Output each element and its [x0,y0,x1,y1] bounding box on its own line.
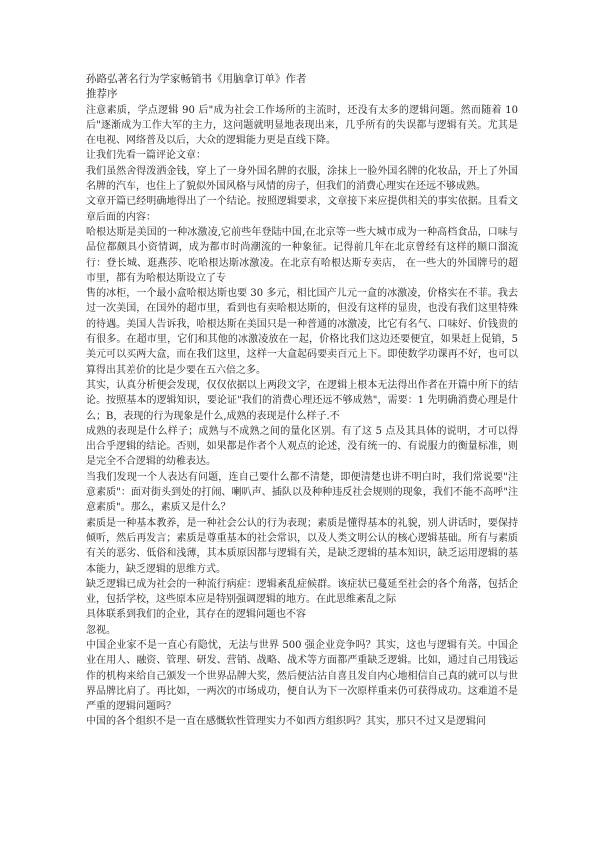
paragraph-13: 忽视。 [86,624,116,636]
paragraph-14: 中国企业家不是一直心有隐忧，无法与世界 500 强企业竞争吗？其实，这也与逻辑有关。中国企业在用人、融资、管理、研发、营销、战略、战术等方面都严重缺乏逻辑。比如，通过自己用钱运作的机构来给自己颁发一个世界品牌大奖，然后便沾沾自喜且发自内心地相信自己真的就可以与世界品牌比肩了。再比如，一两次的市场成功，便自认为下一次原样重来仍可获得成功。这难道不是严重的逻辑问题吗？ [86,639,518,713]
paragraph-12: 具体联系到我们的企业，其存在的逻辑问题也不容 [86,609,306,621]
document-page [86,72,518,832]
paragraph-2: 让我们先看一篇评论文章： [86,150,206,162]
paragraph-5: 哈根达斯是美国的一种冰激凌,它前些年登陆中国,在北京等一些大城市成为一种高档食品，口味与品位都颇具小资情调，成为都市时尚潮流的一种象征。记得前几年在北京曾经有这样的顺口溜流行：登长城、逛燕莎、吃哈根达斯冰激凌。在北京有哈根达斯专卖店， 在一些大的外国牌号的超市里，都有为哈根达斯设立了专 [86,226,518,284]
paragraph-6: 售的冰柜，一个最小盒哈根达斯也要 30 多元，相比国产儿元一盒的冰激凌，价格实在不菲。我去过一次美国，在国外的超市里，看到也有卖哈根达斯的，但没有这样的显贵，也没有我们这里特殊的待遇。美国人告诉我，哈根达斯在美国只是一种普通的冰激凌，比它有名气、口味好、价钱贵的有很多。在超市里，它们和其他的冰激凌放在一起，价格比我们这边还要便宜，如果赶上促销，5 美元可以买两大盒，而在我们这里，这样一大盒起码要卖百元上下。即使数学功课再不好，也可以算得出其差价的比是少要在五六倍之多。 [86,288,518,376]
paragraph-9: 当我们发现一个人表达有问题，连自己要什么都不清楚，即便清楚也讲不明白时，我们常说要"注意素质"：面对街头到处的打闹、喇叭声、插队以及种种违反社会规则的现象，我们不能不高呼"注意素质"。那么，素质又是什么？ [86,471,518,514]
paragraph-11: 缺乏逻辑已成为社会的一种流行病症：逻辑紊乱症候群。该症状已蔓延至社会的各个角落，包括企业，包括学校，这些原本应是特别强调逻辑的地方。在此思维紊乱之际 [86,578,518,606]
paragraph-7: 其实，认真分析便会发现，仅仅依据以上两段文字，在逻辑上根本无法得出作者在开篇中所下的结论。按照基本的逻辑知识，要论证"我们的消费心理还远不够成熟"，需要：1 先明确消费心理是什么；B，表现的行为现象是什么,成熟的表现是什么样子.不 [86,379,518,422]
paragraph-15: 中国的各个组织不是一直在感慨软性管理实力不如西方组织吗？其实，那只不过又是逻辑问 [86,716,486,728]
paragraph-10: 素质是一种基本教养，是一种社会公认的行为表现；素质是懂得基本的礼貌，别人讲话时，要保持倾听，然后再发言；素质是尊重基本的社会常识，以及人类文明公认的核心逻辑基础。所有与素质有关的恶劣、低俗和浅薄，其本质原因都与逻辑有关，是缺乏逻辑的基本知识，缺乏运用逻辑的基本能力，缺乏逻辑的思维方式。 [86,517,518,575]
byline: 孙路弘著名行为学家畅销书《用脑拿订单》作者 [86,73,307,85]
paragraph-3: 我们虽然舍得泼洒金钱，穿上了一身外国名牌的衣服，涂抹上一脸外国名牌的化妆品，开上了外国名牌的汽车，也住上了貌似外国风格与风情的房子，但我们的消费心理实在还远不够成熟。 [86,165,518,193]
section-title: 推荐序 [86,88,118,101]
paragraph-1: 注意素质，学点逻辑 90 后"成为社会工作场所的主流时，还没有太多的逻辑问题。然而随着 10 后"逐渐成为工作大军的主力，这问题就明显地表现出来，几乎所有的失误都与逻辑有关。尤其是在电视、网络普及以后，大众的逻辑能力更是直线下降。 [86,104,518,147]
paragraph-8: 成熟的表现是什么样子；成熟与不成熟之间的量化区别。有了这 5 点及其具体的说明，才可以得出合乎逻辑的结论。否则，如果都是作者个人观点的论述，没有统一的、有说服力的衡量标准，则是完全不合逻辑的幼稚表达。 [86,425,518,468]
paragraph-4: 文章开篇已经明确地得出了一个结论。按照逻辑要求，文章接下来应提供相关的事实依据。且看文章后面的内容： [86,196,518,223]
